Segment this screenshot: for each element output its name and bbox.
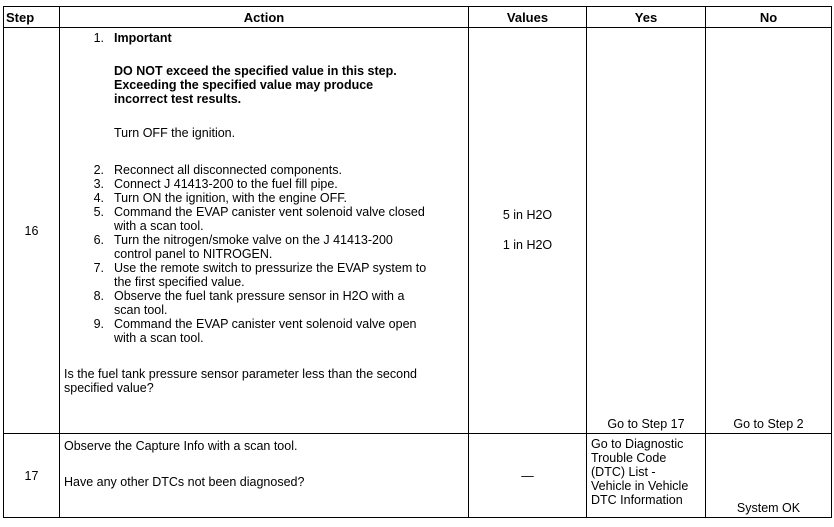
- question-text: Have any other DTCs not been diagnosed?: [64, 475, 305, 489]
- instruction-text: Turn OFF the ignition.: [114, 126, 236, 140]
- no-result: Go to Step 2: [706, 28, 832, 434]
- list-item: 6. Turn the nitrogen/smoke valve on the J 41413-200 control panel to NITROGEN.: [93, 233, 393, 261]
- table-row: [4, 28, 832, 434]
- warning-line: DO NOT exceed the specified value in this step.: [114, 64, 397, 78]
- list-item: 9. Command the EVAP canister vent solenoid valve open with a scan tool.: [93, 317, 417, 345]
- question-text: Is the fuel tank pressure sensor parameter less than the second specified value?: [64, 367, 417, 395]
- warning-line: incorrect test results.: [114, 92, 242, 106]
- step-number: 16: [4, 28, 60, 434]
- header-step: Step: [4, 7, 60, 28]
- header-row: [4, 7, 832, 28]
- warning-line: Exceeding the specified value may produce: [114, 78, 374, 92]
- diagnostic-table: [3, 6, 832, 518]
- yes-result: Go to Diagnostic Trouble Code (DTC) List - Vehicle in Vehicle DTC Information: [587, 434, 706, 518]
- header-values: Values: [469, 7, 587, 28]
- list-item: 5. Command the EVAP canister vent solenoid valve closed with a scan tool.: [93, 205, 425, 233]
- header-yes: Yes: [587, 7, 706, 28]
- action-cell: [60, 434, 469, 518]
- list-item: 7. Use the remote switch to pressurize the EVAP system to the first specified value.: [93, 261, 427, 289]
- list-item: 4. Turn ON the ignition, with the engine OFF.: [93, 191, 347, 205]
- step-number: 17: [4, 434, 60, 518]
- table-row: [4, 434, 832, 518]
- no-result: System OK: [706, 434, 832, 518]
- header-action: Action: [60, 7, 469, 28]
- value-second: 1 in H2O: [502, 238, 553, 252]
- yes-result: Go to Step 17: [587, 28, 706, 434]
- step-list: [64, 163, 464, 345]
- values-cell: [469, 28, 587, 434]
- list-item: 8. Observe the fuel tank pressure sensor in H2O with a scan tool.: [93, 289, 405, 317]
- list-item: 2. Reconnect all disconnected components.: [93, 163, 342, 177]
- list-item: 3. Connect J 41413-200 to the fuel fill pipe.: [93, 177, 338, 191]
- important-heading: Important: [114, 31, 172, 45]
- value-none: —: [521, 468, 534, 483]
- instruction-text: Observe the Capture Info with a scan tool.: [64, 439, 298, 453]
- item-number: 1.: [93, 31, 104, 45]
- value-first: 5 in H2O: [502, 208, 553, 222]
- header-no: No: [706, 7, 832, 28]
- values-cell: [469, 434, 587, 518]
- action-cell: [60, 28, 469, 434]
